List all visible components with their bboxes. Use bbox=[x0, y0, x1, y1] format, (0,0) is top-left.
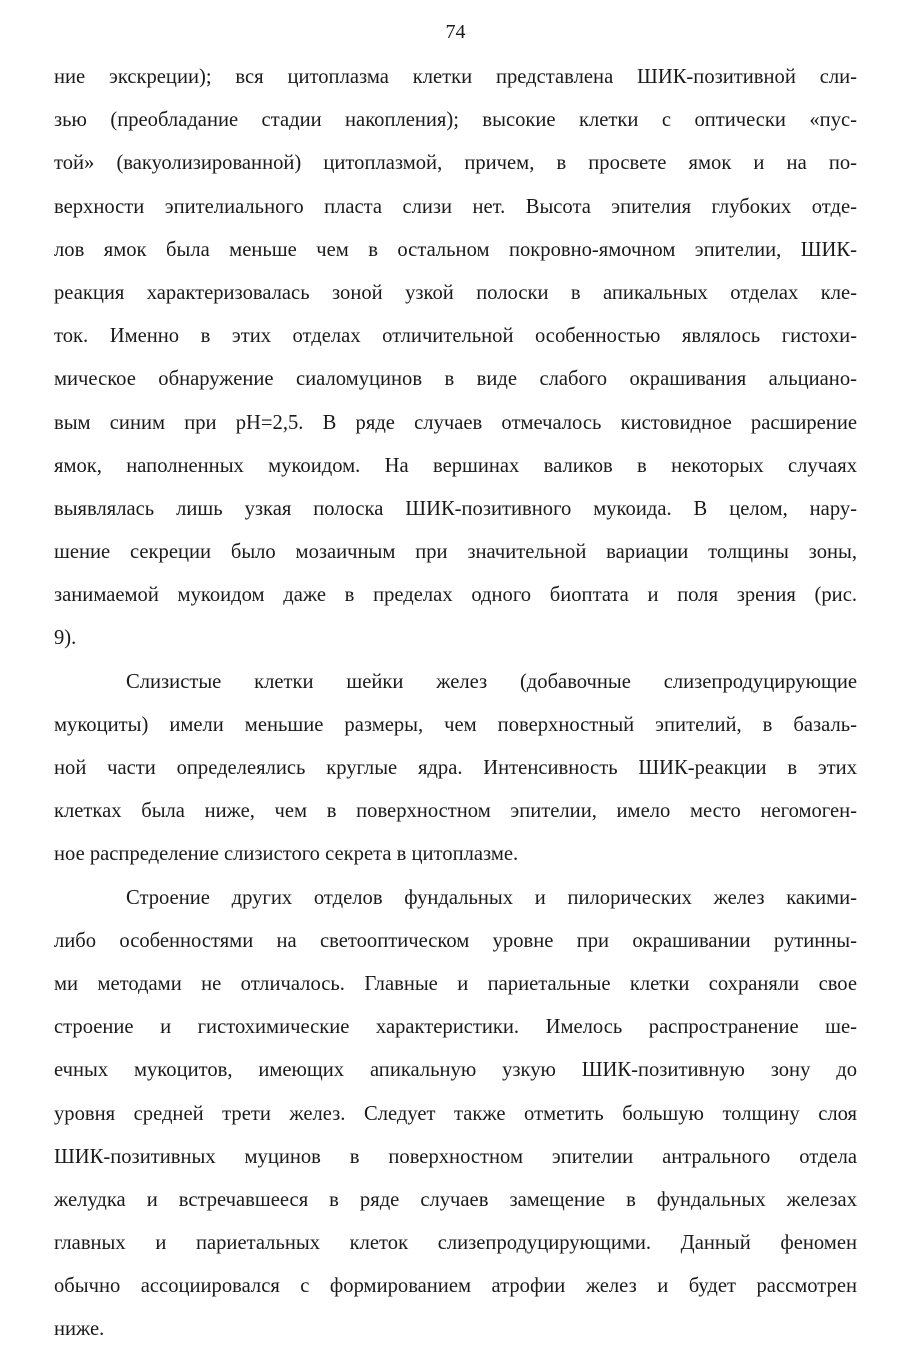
text-line: ми методами не отличалось. Главные и париетальные клетки сохраняли свое bbox=[54, 972, 857, 995]
text-line: той» (вакуолизированной) цитоплазмой, причем, в просвете ямок и на по- bbox=[54, 152, 857, 175]
text-line: занимаемой мукоидом даже в пределах одного биоптата и поля зрения (рис. bbox=[54, 584, 857, 607]
text-line: лов ямок была меньше чем в остальном покровно-ямочном эпителии, ШИК- bbox=[54, 238, 857, 261]
text-line: ниже. bbox=[54, 1318, 105, 1341]
page-number: 74 bbox=[445, 21, 466, 43]
document-body bbox=[54, 56, 857, 1352]
text-line: либо особенностями на светооптическом уровне при окрашивании рутинны- bbox=[54, 929, 857, 952]
text-line: ечных мукоцитов, имеющих апикальную узкую ШИК-позитивную зону до bbox=[54, 1059, 857, 1082]
text-line: Строение других отделов фундальных и пилорических желез какими- bbox=[126, 886, 857, 909]
paragraph-1 bbox=[54, 56, 857, 661]
text-line: главных и париетальных клеток слизепродуцирующими. Данный феномен bbox=[54, 1232, 857, 1255]
text-line: реакция характеризовалась зоной узкой полоски в апикальных отделах кле- bbox=[54, 281, 857, 304]
text-line: уровня средней трети желез. Следует также отметить большую толщину слоя bbox=[54, 1102, 857, 1125]
paragraph-3 bbox=[54, 877, 857, 1352]
text-line: 9). bbox=[54, 627, 77, 650]
text-line: зью (преобладание стадии накопления); высокие клетки с оптически «пус- bbox=[54, 109, 857, 132]
text-line: вым синим при рН=2,5. В ряде случаев отмечалось кистовидное расширение bbox=[54, 411, 857, 434]
text-line: Слизистые клетки шейки желез (добавочные слизепродуцирующие bbox=[126, 670, 857, 693]
text-line: ШИК-позитивных муцинов в поверхностном эпителии антрального отдела bbox=[54, 1145, 857, 1168]
text-line: ное распределение слизистого секрета в цитоплазме. bbox=[54, 843, 519, 866]
text-line: верхности эпителиального пласта слизи нет. Высота эпителия глубоких отде- bbox=[54, 195, 857, 218]
text-line: строение и гистохимические характеристики. Имелось распространение ше- bbox=[54, 1016, 857, 1039]
text-line: клетках была ниже, чем в поверхностном эпителии, имело место негомоген- bbox=[54, 800, 857, 823]
text-line: выявлялась лишь узкая полоска ШИК-позитивного мукоида. В целом, нару- bbox=[54, 497, 857, 520]
text-line: ямок, наполненных мукоидом. На вершинах валиков в некоторых случаях bbox=[54, 454, 857, 477]
text-line: ние экскреции); вся цитоплазма клетки представлена ШИК-позитивной сли- bbox=[54, 66, 857, 88]
text-line: желудка и встречавшееся в ряде случаев замещение в фундальных железах bbox=[54, 1188, 857, 1211]
text-line: шение секреции было мозаичным при значительной вариации толщины зоны, bbox=[54, 541, 857, 564]
text-line: мукоциты) имели меньшие размеры, чем поверхностный эпителий, в базаль- bbox=[54, 713, 857, 736]
text-line: обычно ассоциировался с формированием атрофии желез и будет рассмотрен bbox=[54, 1275, 857, 1298]
paragraph-2 bbox=[54, 661, 857, 877]
text-line: ной части определеялись круглые ядра. Интенсивность ШИК-реакции в этих bbox=[54, 757, 857, 779]
text-line: мическое обнаружение сиаломуцинов в виде слабого окрашивания альциано- bbox=[54, 368, 857, 391]
text-line: ток. Именно в этих отделах отличительной особенностью являлось гистохи- bbox=[54, 325, 857, 348]
